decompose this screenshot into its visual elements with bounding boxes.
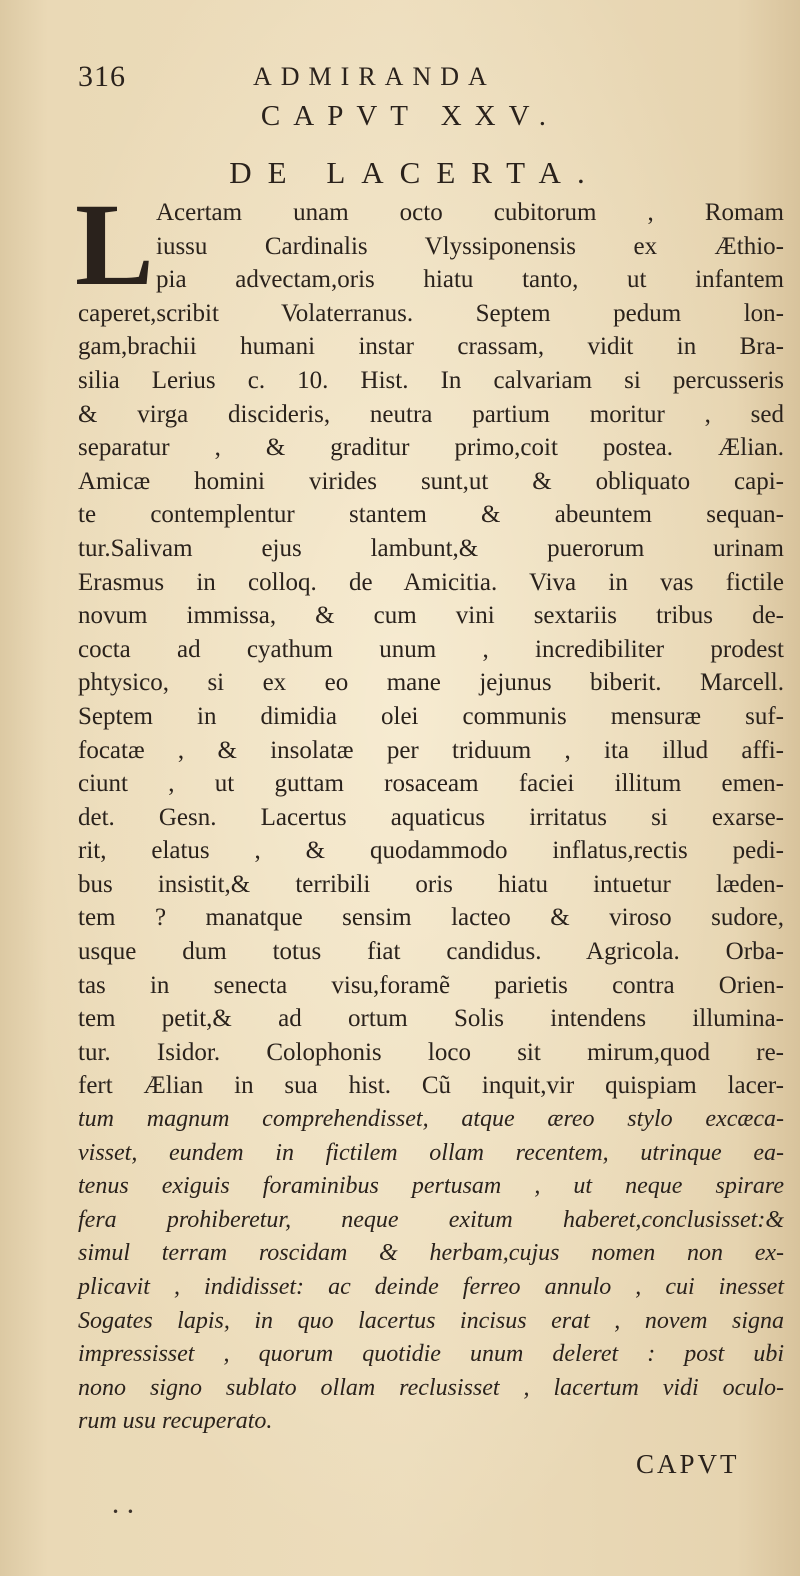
text-line: tem petit,& ad ortum Solis intendens illumina-	[78, 1005, 784, 1033]
drop-cap: L	[75, 179, 154, 310]
text-line: bus insistit,& terribili oris hiatu intuetur læden-	[78, 870, 784, 898]
text-line: tem ? manatque sensim lacteo & viroso sudore,	[78, 904, 784, 932]
text-line: Erasmus in colloq. de Amicitia. Viva in vas fictile	[78, 568, 784, 596]
text-line: Amicæ homini virides sunt,ut & obliquato capi-	[78, 467, 784, 495]
signature-mark: • •	[112, 1505, 136, 1519]
text-line: fert Ælian in sua hist. Cũ inquit,vir quispiam lacer-	[78, 1072, 784, 1100]
text-line: caperet,scribit Volaterranus. Septem pedum lon-	[78, 299, 784, 327]
text-line: te contemplentur stantem & abeuntem sequan-	[78, 501, 784, 529]
text-line: pia advectam,oris hiatu tanto, ut infantem	[156, 266, 784, 294]
text-line: tum magnum comprehendisset, atque æreo stylo excæca-	[78, 1106, 784, 1133]
text-line: tas in senecta visu,foramẽ parietis contra Orien-	[78, 971, 784, 999]
text-line: plicavit , indidisset: ac deinde ferreo annulo , cui inesset	[78, 1274, 784, 1300]
text-line: cocta ad cyathum unum , incredibiliter prodest	[78, 635, 784, 663]
section-title: DE LACERTA.	[229, 155, 601, 190]
page-number: 316	[78, 60, 126, 93]
page-header	[78, 60, 778, 100]
text-line: det. Gesn. Lacertus aquaticus irritatus si exarse-	[78, 803, 784, 831]
text-line: novum immissa, & cum vini sextariis tribus de-	[78, 602, 784, 630]
text-line: Acertam unam octo cubitorum , Romam	[156, 199, 784, 226]
text-line: fera prohiberetur, neque exitum haberet,conclusisset:&	[78, 1206, 784, 1233]
text-line: usque dum totus fiat candidus. Agricola. Orba-	[78, 938, 784, 966]
body-text	[78, 196, 784, 1439]
text-line: ciunt , ut guttam rosaceam faciei illitum emen-	[78, 770, 784, 798]
text-line: Sogates lapis, in quo lacertus incisus erat , novem signa	[78, 1307, 784, 1334]
text-line: simul terram roscidam & herbam,cujus nomen non ex-	[78, 1240, 784, 1267]
chapter-title: CAPVT XXV.	[260, 100, 560, 132]
text-line: tur. Isidor. Colophonis loco sit mirum,quod re-	[78, 1038, 784, 1066]
running-title: ADMIRANDA	[253, 62, 496, 91]
text-line: tur.Salivam ejus lambunt,& puerorum urinam	[78, 534, 784, 562]
text-line: Septem in dimidia olei communis mensuræ suf-	[78, 702, 784, 730]
text-line: focatæ , & insolatæ per triduum , ita illud affi-	[78, 736, 784, 764]
text-line: phtysico, si ex eo mane jejunus biberit. Marcell.	[78, 669, 784, 697]
text-line: & virga discideris, neutra partium moritur , sed	[78, 400, 784, 428]
text-line: nono signo sublato ollam reclusisset , lacertum vidi oculo-	[78, 1374, 784, 1401]
text-line: rum usu recuperato.	[78, 1408, 273, 1435]
text-line: rit, elatus , & quodammodo inflatus,rectis pedi-	[78, 837, 784, 865]
catchword: CAPVT	[636, 1449, 740, 1479]
text-line: iussu Cardinalis Vlyssiponensis ex Æthio-	[156, 232, 784, 260]
text-line: gam,brachii humani instar crassam, vidit in Bra-	[78, 333, 784, 361]
text-line: tenus exiguis foraminibus pertusam , ut neque spirare	[78, 1173, 784, 1200]
text-line: visset, eundem in fictilem ollam recentem, utrinque ea-	[78, 1139, 784, 1166]
text-line: silia Lerius c. 10. Hist. In calvariam si percusseris	[78, 366, 784, 394]
text-line: separatur , & graditur primo,coit postea. Ælian.	[78, 434, 784, 462]
text-line: impressisset , quorum quotidie unum deleret : post ubi	[78, 1341, 784, 1368]
